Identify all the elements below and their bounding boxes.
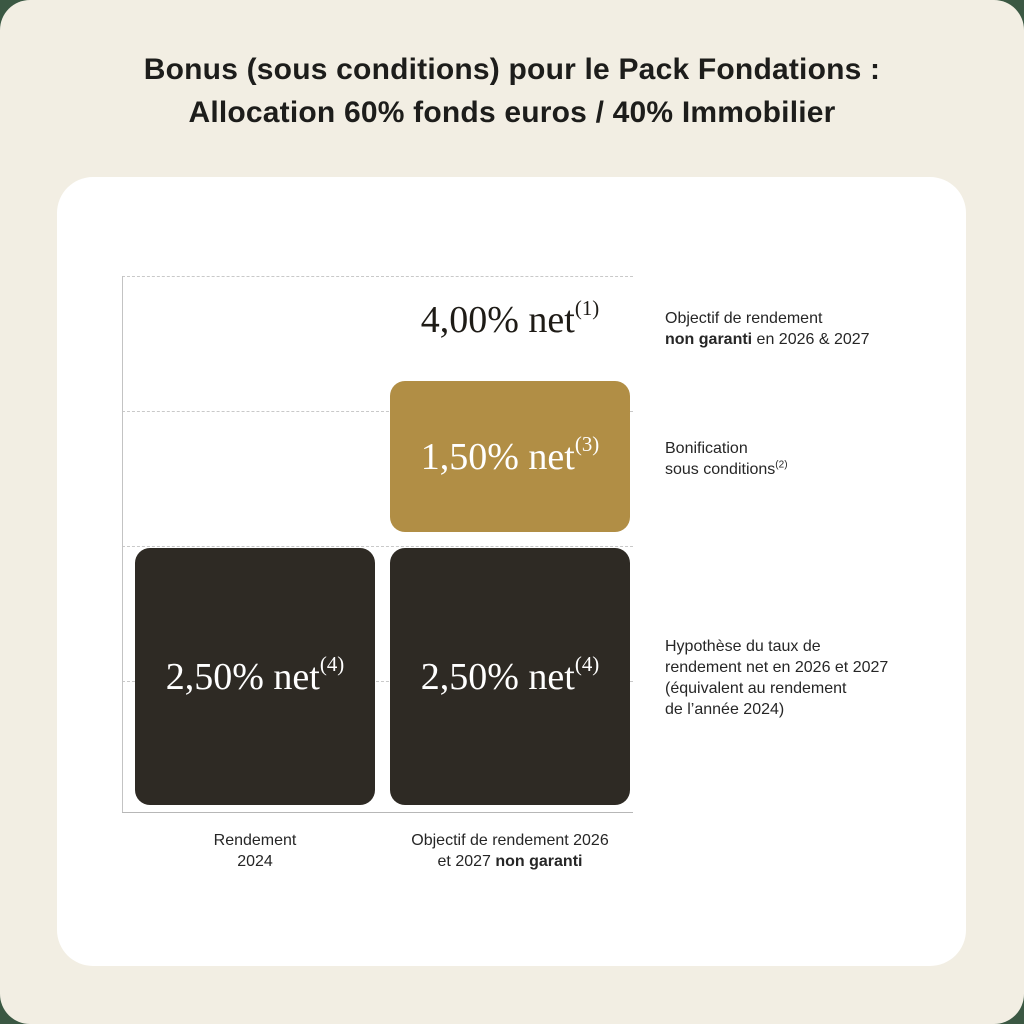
annotation-hypothese-line2: rendement net en 2026 et 2027 [665,659,889,676]
annotation-hypothese-line1: Hypothèse du taux de [665,638,821,655]
annotation-bonification [665,438,935,480]
annotation-bonification-line1: Bonification [665,440,748,457]
footnote-ref-4: (4) [319,652,345,677]
total-value-label [390,295,630,345]
annotation-hypothese-line3: (équivalent au rendement [665,680,847,697]
total-value-text: 4,00% net$^{(1)}$ [420,295,600,341]
gridline-4pct [122,276,633,277]
x-axis-line [122,812,633,813]
bar-objectif-bonus-value: 1,50% net$^{(3)}$ [420,432,600,478]
x-axis-label-objectif: Objectif de rendement 2026 et 2027 non garanti [411,832,609,870]
page-title [0,48,1024,134]
annotation-hypothese-line4: de l’année 2024) [665,701,785,718]
bar-objectif-bonus-segment [390,381,630,532]
footnote-ref-2: (2) [775,459,788,471]
page-title-line2: Allocation 60% fonds euros / 40% Immobilier [188,96,836,129]
y-axis-line [122,276,123,812]
page-title-line1: Bonus (sous conditions) pour le Pack Fondations : [143,53,881,86]
x-axis-label-rendement-2024: Rendement 2024 [213,832,297,870]
gridline-2pct [122,546,633,547]
annotation-objectif-rendement [665,308,935,350]
bar-objectif-base-segment [390,548,630,805]
annotation-objectif-line1: Objectif de rendement [665,310,823,327]
footnote-ref-3: (3) [574,432,600,457]
bar-rendement-2024-base-segment [135,548,375,805]
annotation-hypothese [665,636,935,720]
bar-objectif-base-value: 2,50% net$^{(4)}$ [420,652,600,698]
annotation-bonification-line2: sous conditions$^{(2)}$ [665,459,788,478]
footnote-ref-1: (1) [574,295,600,320]
chart-card [57,177,966,966]
footnote-ref-4b: (4) [574,652,600,677]
bar-rendement-2024-value: 2,50% net$^{(4)}$ [165,652,345,698]
annotation-objectif-line2: non garanti en 2026 & 2027 [665,331,870,348]
